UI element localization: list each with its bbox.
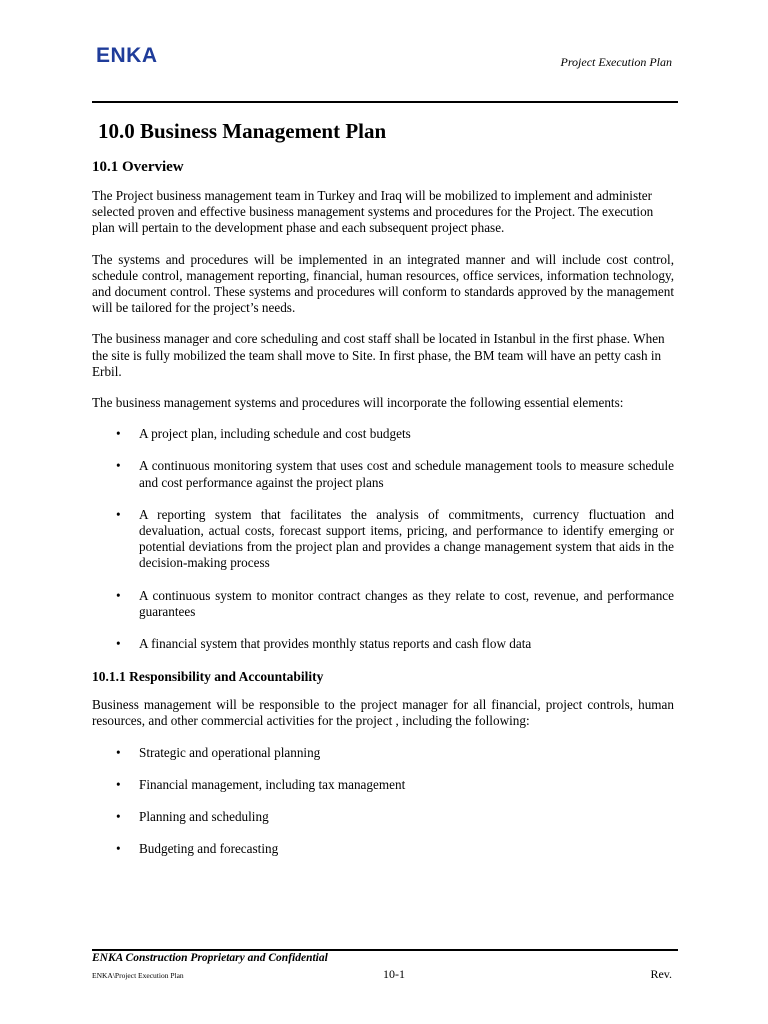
paragraph: The business manager and core scheduling and cost staff shall be located in Istanbul in the first phase. When the site is fully mobilized the team shall move to Site. In first phase, the BM team will have an petty cash in Erbil.	[92, 331, 665, 379]
bullet-icon: •	[116, 458, 121, 474]
document-path: ENKA\Project Execution Plan	[92, 971, 184, 980]
bullet-icon: •	[116, 587, 121, 603]
responsibilities-list	[92, 745, 674, 858]
list-item: • Strategic and operational planning	[116, 744, 321, 760]
list-item: • Planning and scheduling	[116, 809, 269, 825]
section-title: 10.0 Business Management Plan	[98, 119, 387, 143]
responsibility-heading: 10.1.1 Responsibility and Accountability	[92, 669, 324, 685]
essential-elements-list	[92, 426, 674, 652]
bullet-icon: •	[116, 744, 121, 760]
paragraph: Business management will be responsible to the project manager for all financial, project controls, human resources, and other commercial activities for the project , including the following:	[92, 697, 674, 729]
bullet-icon: •	[116, 636, 121, 652]
overview-heading: 10.1 Overview	[92, 159, 184, 175]
bullet-icon: •	[116, 506, 121, 522]
page-content	[92, 118, 674, 873]
paragraph: The systems and procedures will be implemented in an integrated manner and will include cost control, schedule control, management reporting, financial, human resources, office services, information technology, and document control. These systems and procedures will conform to standards approved by the management will be tailored for the project’s needs.	[92, 251, 674, 316]
company-logo: ENKA	[96, 44, 158, 67]
bullet-icon: •	[116, 841, 121, 857]
list-item: • Budgeting and forecasting	[116, 841, 279, 857]
paragraph: The Project business management team in Turkey and Iraq will be mobilized to implement and administer selected proven and effective business management systems and procedures for the Project. The execution plan will pertain to the development phase and each subsequent project phase.	[92, 188, 654, 236]
bullet-icon: •	[116, 776, 121, 792]
list-item: • Financial management, including tax management	[116, 776, 406, 792]
footer-divider	[92, 949, 678, 951]
list-item: • A continuous monitoring system that uses cost and schedule management tools to measure schedule and cost performance against the project plans	[116, 458, 674, 490]
list-item: • A continuous system to monitor contract changes as they relate to cost, revenue, and performance guarantees	[116, 587, 674, 619]
paragraph: The business management systems and procedures will incorporate the following essential elements:	[92, 395, 624, 411]
bullet-icon: •	[116, 426, 121, 442]
list-item: • A reporting system that facilitates the analysis of commitments, currency fluctuation and devaluation, actual costs, forecast support items, pricing, and performance to identify emerging or potential deviations from the project plan and provides a change management system that aids in the decision-making process	[116, 506, 674, 571]
list-item: • A financial system that provides monthly status reports and cash flow data	[116, 636, 532, 652]
revision-label: Rev.	[650, 967, 672, 981]
list-item: • A project plan, including schedule and cost budgets	[116, 426, 411, 442]
page-number: 10-1	[383, 967, 405, 981]
bullet-icon: •	[116, 809, 121, 825]
confidential-notice: ENKA Construction Proprietary and Confidential	[92, 952, 328, 964]
document-title: Project Execution Plan	[560, 55, 672, 69]
header-divider	[92, 101, 678, 103]
